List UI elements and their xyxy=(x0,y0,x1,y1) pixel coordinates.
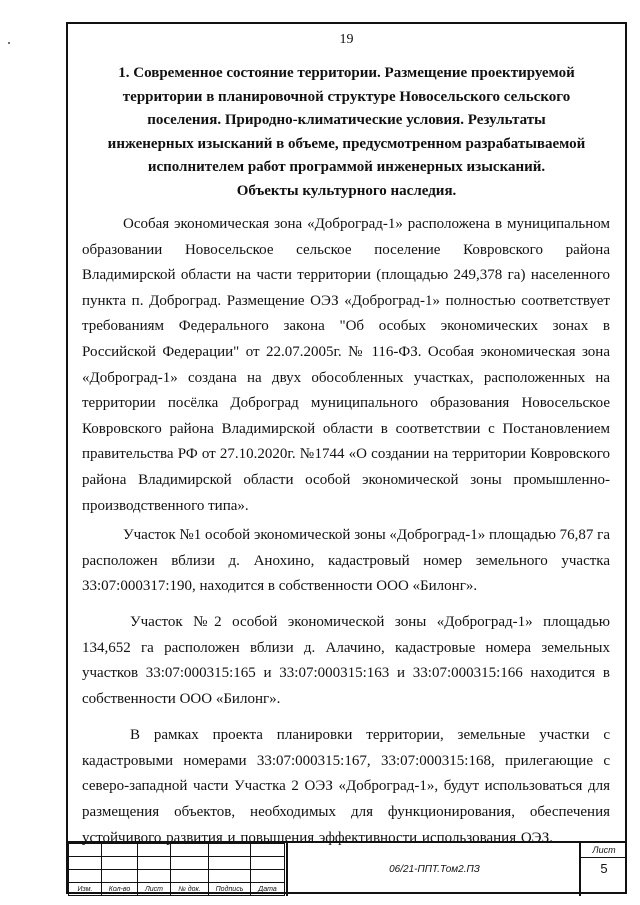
scan-speck xyxy=(8,42,10,44)
column-label: Лист xyxy=(138,883,171,896)
sheet-number: 5 xyxy=(600,861,608,876)
heading-line: инженерных изысканий в объеме, предусмотренном разрабатываемой xyxy=(107,135,586,152)
title-block xyxy=(68,841,625,896)
column-label: Дата xyxy=(251,883,285,896)
section-heading xyxy=(68,62,625,204)
sheet-box xyxy=(579,843,627,896)
column-label: Подпись xyxy=(209,883,251,896)
page-frame xyxy=(66,22,627,894)
heading-line: поселения. Природно-климатические условия. Результаты xyxy=(147,112,546,129)
paragraph: В рамках проекта планировки территории, земельные участки с кадастровыми номерами 33:07:000315:167, 33:07:000315:168, прилегающие с северо-западной части Участка 2 ОЭЗ «Доброград-1», будут использоваться для размещения объектов, необходимых для функционирования, обеспечения устойчивого развития и повышения эффективности использования ОЭЗ. xyxy=(82,727,610,846)
heading-line: Объекты культурного наследия. xyxy=(236,182,457,199)
sheet-label: Лист xyxy=(581,843,627,858)
revision-table xyxy=(68,843,285,896)
heading-line: территории в планировочной структуре Новосельского сельского xyxy=(122,88,571,105)
paragraph: Участок №2 особой экономической зоны «Доброград-1» площадью 134,652 га расположен вблизи д. Алачино, кадастровые номера земельных участков 33:07:000315:165 и 33:07:000315:163 и 33:07:000315:166 находится в собственности ООО «Билонг». xyxy=(82,613,610,707)
document-code: 06/21-ППТ.Том2.ПЗ xyxy=(286,843,581,896)
body-text xyxy=(82,212,610,851)
column-label: Кол-во xyxy=(102,883,138,896)
page-number: 19 xyxy=(339,32,354,47)
heading-line: 1. Современное состояние территории. Размещение проектируемой xyxy=(118,65,575,81)
heading-line: исполнителем работ программой инженерных изысканий. xyxy=(147,159,546,176)
paragraph: Особая экономическая зона «Доброград-1» расположена в муниципальном образовании Новосельское сельское поселение Ковровского района Владимирской области на части территории (площадью 249,378 га) населенного пункта п. Доброград. Размещение ОЭЗ «Доброград-1» полностью соответствует требованиям Федерального закона "Об особых экономических зонах в Российской Федерации" от 22.07.2005г. № 116-ФЗ. Особая экономическая зона «Доброград-1» создана на двух обособленных участках, расположенных на территории посёлка Доброград муниципального образования Новосельское Ковровского района Владимирской области в соответствии с Постановлением правительства РФ от 27.10.2020г. №1744 «О создании на территории Ковровского района Владимирской области особой экономической зоны промышленно-производственного типа». xyxy=(82,216,610,514)
column-label: № док. xyxy=(171,883,209,896)
column-label: Изм. xyxy=(69,883,102,896)
paragraph: Участок №1 особой экономической зоны «Доброград-1» площадью 76,87 га расположен вблизи д. Анохино, кадастровый номер земельного участка 33:07:000317:190, находится в собственности ООО «Билонг». xyxy=(82,527,610,595)
